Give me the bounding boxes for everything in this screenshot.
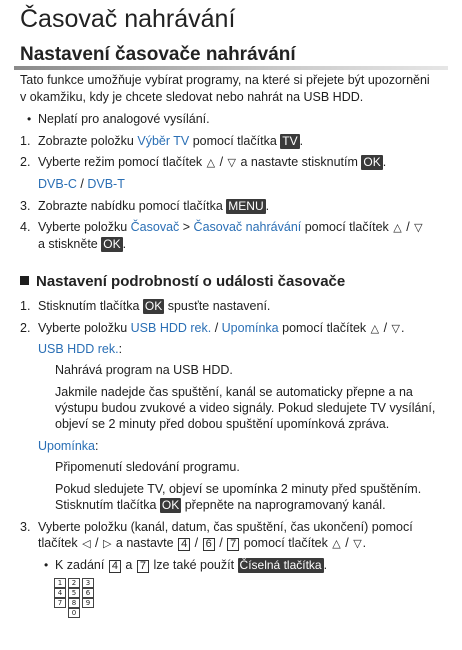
step-text: . — [362, 536, 367, 550]
reminder-desc-1: Připomenutí sledování programu. — [55, 460, 240, 474]
step-2 — [38, 154, 386, 171]
step-text: > — [179, 220, 194, 234]
page-title: Časovač nahrávání — [20, 5, 236, 33]
keypad-key: 0 — [68, 608, 80, 618]
step-text: Vyberte položku — [38, 321, 131, 335]
reminder-desc-2-line-2 — [55, 497, 386, 514]
numeric-keys-tip — [55, 557, 327, 574]
step-number: 4. — [20, 220, 31, 234]
ok-key: OK — [161, 498, 180, 512]
step-text: a nastavte — [112, 536, 178, 550]
step-text: Stisknutím tlačítka — [55, 498, 160, 512]
number-6-key: 6 — [203, 538, 215, 551]
step-text: Stisknutím tlačítka — [38, 299, 143, 313]
detail-step-3-line-1: Vyberte položku (kanál, datum, čas spuštění, čas ukončení) pomocí — [38, 520, 413, 534]
step-text: . — [401, 321, 405, 335]
ok-key: OK — [103, 237, 121, 251]
step-number: 2. — [20, 321, 31, 335]
step-text: přepněte na naprogramovaný kanál. — [181, 498, 386, 512]
section-heading — [20, 272, 345, 292]
usb-hdd-label — [38, 341, 122, 358]
number-4-key: 4 — [109, 560, 121, 573]
step-1 — [38, 133, 303, 150]
down-arrow-icon: ▽ — [414, 221, 423, 234]
step-4-line-2 — [38, 236, 126, 253]
keypad-key: 5 — [68, 588, 80, 598]
link-vyber-tv[interactable]: Výběr TV — [137, 134, 190, 148]
up-arrow-icon: △ — [206, 156, 216, 169]
keypad-key: 3 — [82, 578, 94, 588]
usb-desc-2-line-1: Jakmile nadejde čas spuštění, kanál se automaticky přepne a na — [55, 385, 413, 399]
step-text: tlačítek — [38, 536, 82, 550]
down-arrow-icon: ▽ — [227, 156, 237, 169]
mode-options — [38, 176, 125, 193]
link-casovac-nahravani[interactable]: Časovač nahrávání — [193, 220, 302, 234]
step-text: / — [215, 536, 227, 550]
link-dvb-c[interactable]: DVB-C — [38, 177, 77, 191]
keypad-key: 6 — [82, 588, 94, 598]
label-colon: : — [118, 342, 123, 356]
step-text: Vyberte položku — [38, 220, 131, 234]
step-text: a stiskněte — [38, 237, 102, 251]
step-text: pomocí tlačítek — [301, 220, 393, 234]
step-text: lze také použít — [149, 558, 238, 572]
menu-key: MENU — [228, 199, 264, 213]
step-text: / — [76, 177, 88, 191]
intro-line-1: Tato funkce umožňuje vybírat programy, na které si přejete být upozorněni — [20, 73, 430, 87]
step-text: pomocí tlačítek — [278, 321, 370, 335]
step-3 — [38, 198, 269, 215]
detail-step-3-line-2 — [38, 535, 366, 552]
step-text: / — [216, 155, 227, 169]
link-usb-hdd-rek[interactable]: USB HDD rek. — [130, 321, 212, 335]
step-text: / — [341, 536, 353, 550]
step-text: / — [380, 321, 391, 335]
step-text: Zobrazte položku — [38, 134, 138, 148]
subtitle-underline — [14, 66, 448, 70]
up-arrow-icon: △ — [393, 221, 402, 234]
step-number: 1. — [20, 134, 31, 148]
step-4 — [38, 219, 424, 236]
step-text: / — [211, 321, 222, 335]
step-text: a — [121, 558, 136, 572]
step-text: . — [122, 237, 127, 251]
step-text: Vyberte režim pomocí tlačítek — [38, 155, 206, 169]
ok-key: OK — [144, 299, 163, 313]
up-arrow-icon: △ — [332, 537, 341, 550]
keypad-key: 4 — [54, 588, 66, 598]
step-text: / — [91, 536, 102, 550]
step-text: Zobrazte nabídku pomocí tlačítka — [38, 199, 227, 213]
ok-key: OK — [363, 155, 381, 169]
step-text: . — [323, 558, 328, 572]
step-text: . — [299, 134, 304, 148]
note-analog: Neplatí pro analogové vysílání. — [38, 112, 210, 126]
usb-desc-2-line-3: objeví se 2 minuty před dobou spuštění upomínková zpráva. — [55, 417, 390, 431]
reminder-desc-2-line-1: Pokud sledujete TV, objeví se upomínka 2 minuty před spuštěním. — [55, 482, 422, 496]
detail-step-2 — [38, 320, 405, 337]
tv-key: TV — [282, 134, 298, 148]
down-arrow-icon: ▽ — [391, 322, 401, 335]
section-heading-text: Nastavení podrobností o události časovače — [36, 273, 346, 290]
link-upominka[interactable]: Upomínka — [221, 321, 279, 335]
link-casovac[interactable]: Časovač — [130, 220, 180, 234]
number-7-key: 7 — [227, 538, 239, 551]
square-bullet-icon — [20, 276, 29, 285]
step-text: . — [382, 155, 387, 169]
intro-line-2: v okamžiku, kdy je chcete sledovat nebo nahrát na USB HDD. — [20, 90, 364, 104]
step-text: a nastavte stisknutím — [237, 155, 362, 169]
step-text: / — [402, 220, 414, 234]
bullet-dot: • — [27, 112, 32, 126]
keypad-key: 1 — [54, 578, 66, 588]
bullet-dot: • — [44, 558, 49, 572]
step-number: 2. — [20, 155, 31, 169]
usb-desc-1: Nahrává program na USB HDD. — [55, 363, 233, 377]
step-number: 1. — [20, 299, 31, 313]
step-text: spusťte nastavení. — [164, 299, 271, 313]
number-7-key: 7 — [137, 560, 149, 573]
keypad-key: 8 — [68, 598, 80, 608]
step-number: 3. — [20, 199, 31, 213]
step-text: / — [191, 536, 202, 550]
step-text: pomocí tlačítka — [189, 134, 281, 148]
up-arrow-icon: △ — [370, 322, 380, 335]
reminder-label — [38, 438, 98, 455]
step-text: pomocí tlačítek — [240, 536, 332, 550]
left-arrow-icon: ◁ — [82, 537, 91, 550]
label-colon: : — [94, 439, 99, 453]
numeric-buttons-key: Číselná tlačítka — [239, 558, 322, 572]
step-number: 3. — [20, 520, 31, 534]
number-4-key: 4 — [178, 538, 190, 551]
reminder-term: Upomínka — [38, 439, 95, 453]
step-text: . — [265, 199, 270, 213]
down-arrow-icon: ▽ — [353, 537, 362, 550]
detail-step-1 — [38, 298, 270, 315]
section-subtitle: Nastavení časovače nahrávání — [20, 44, 296, 65]
step-text: K zadání — [55, 558, 108, 572]
right-arrow-icon: ▷ — [102, 537, 112, 550]
link-dvb-t[interactable]: DVB-T — [87, 177, 125, 191]
keypad-key: 7 — [54, 598, 66, 608]
keypad-key: 2 — [68, 578, 80, 588]
usb-hdd-term: USB HDD rek. — [38, 342, 119, 356]
usb-desc-2-line-2: výstupu budou zvukové a video signály. Pokud sledujete TV vysílání, — [55, 401, 436, 415]
keypad-key: 9 — [82, 598, 94, 608]
